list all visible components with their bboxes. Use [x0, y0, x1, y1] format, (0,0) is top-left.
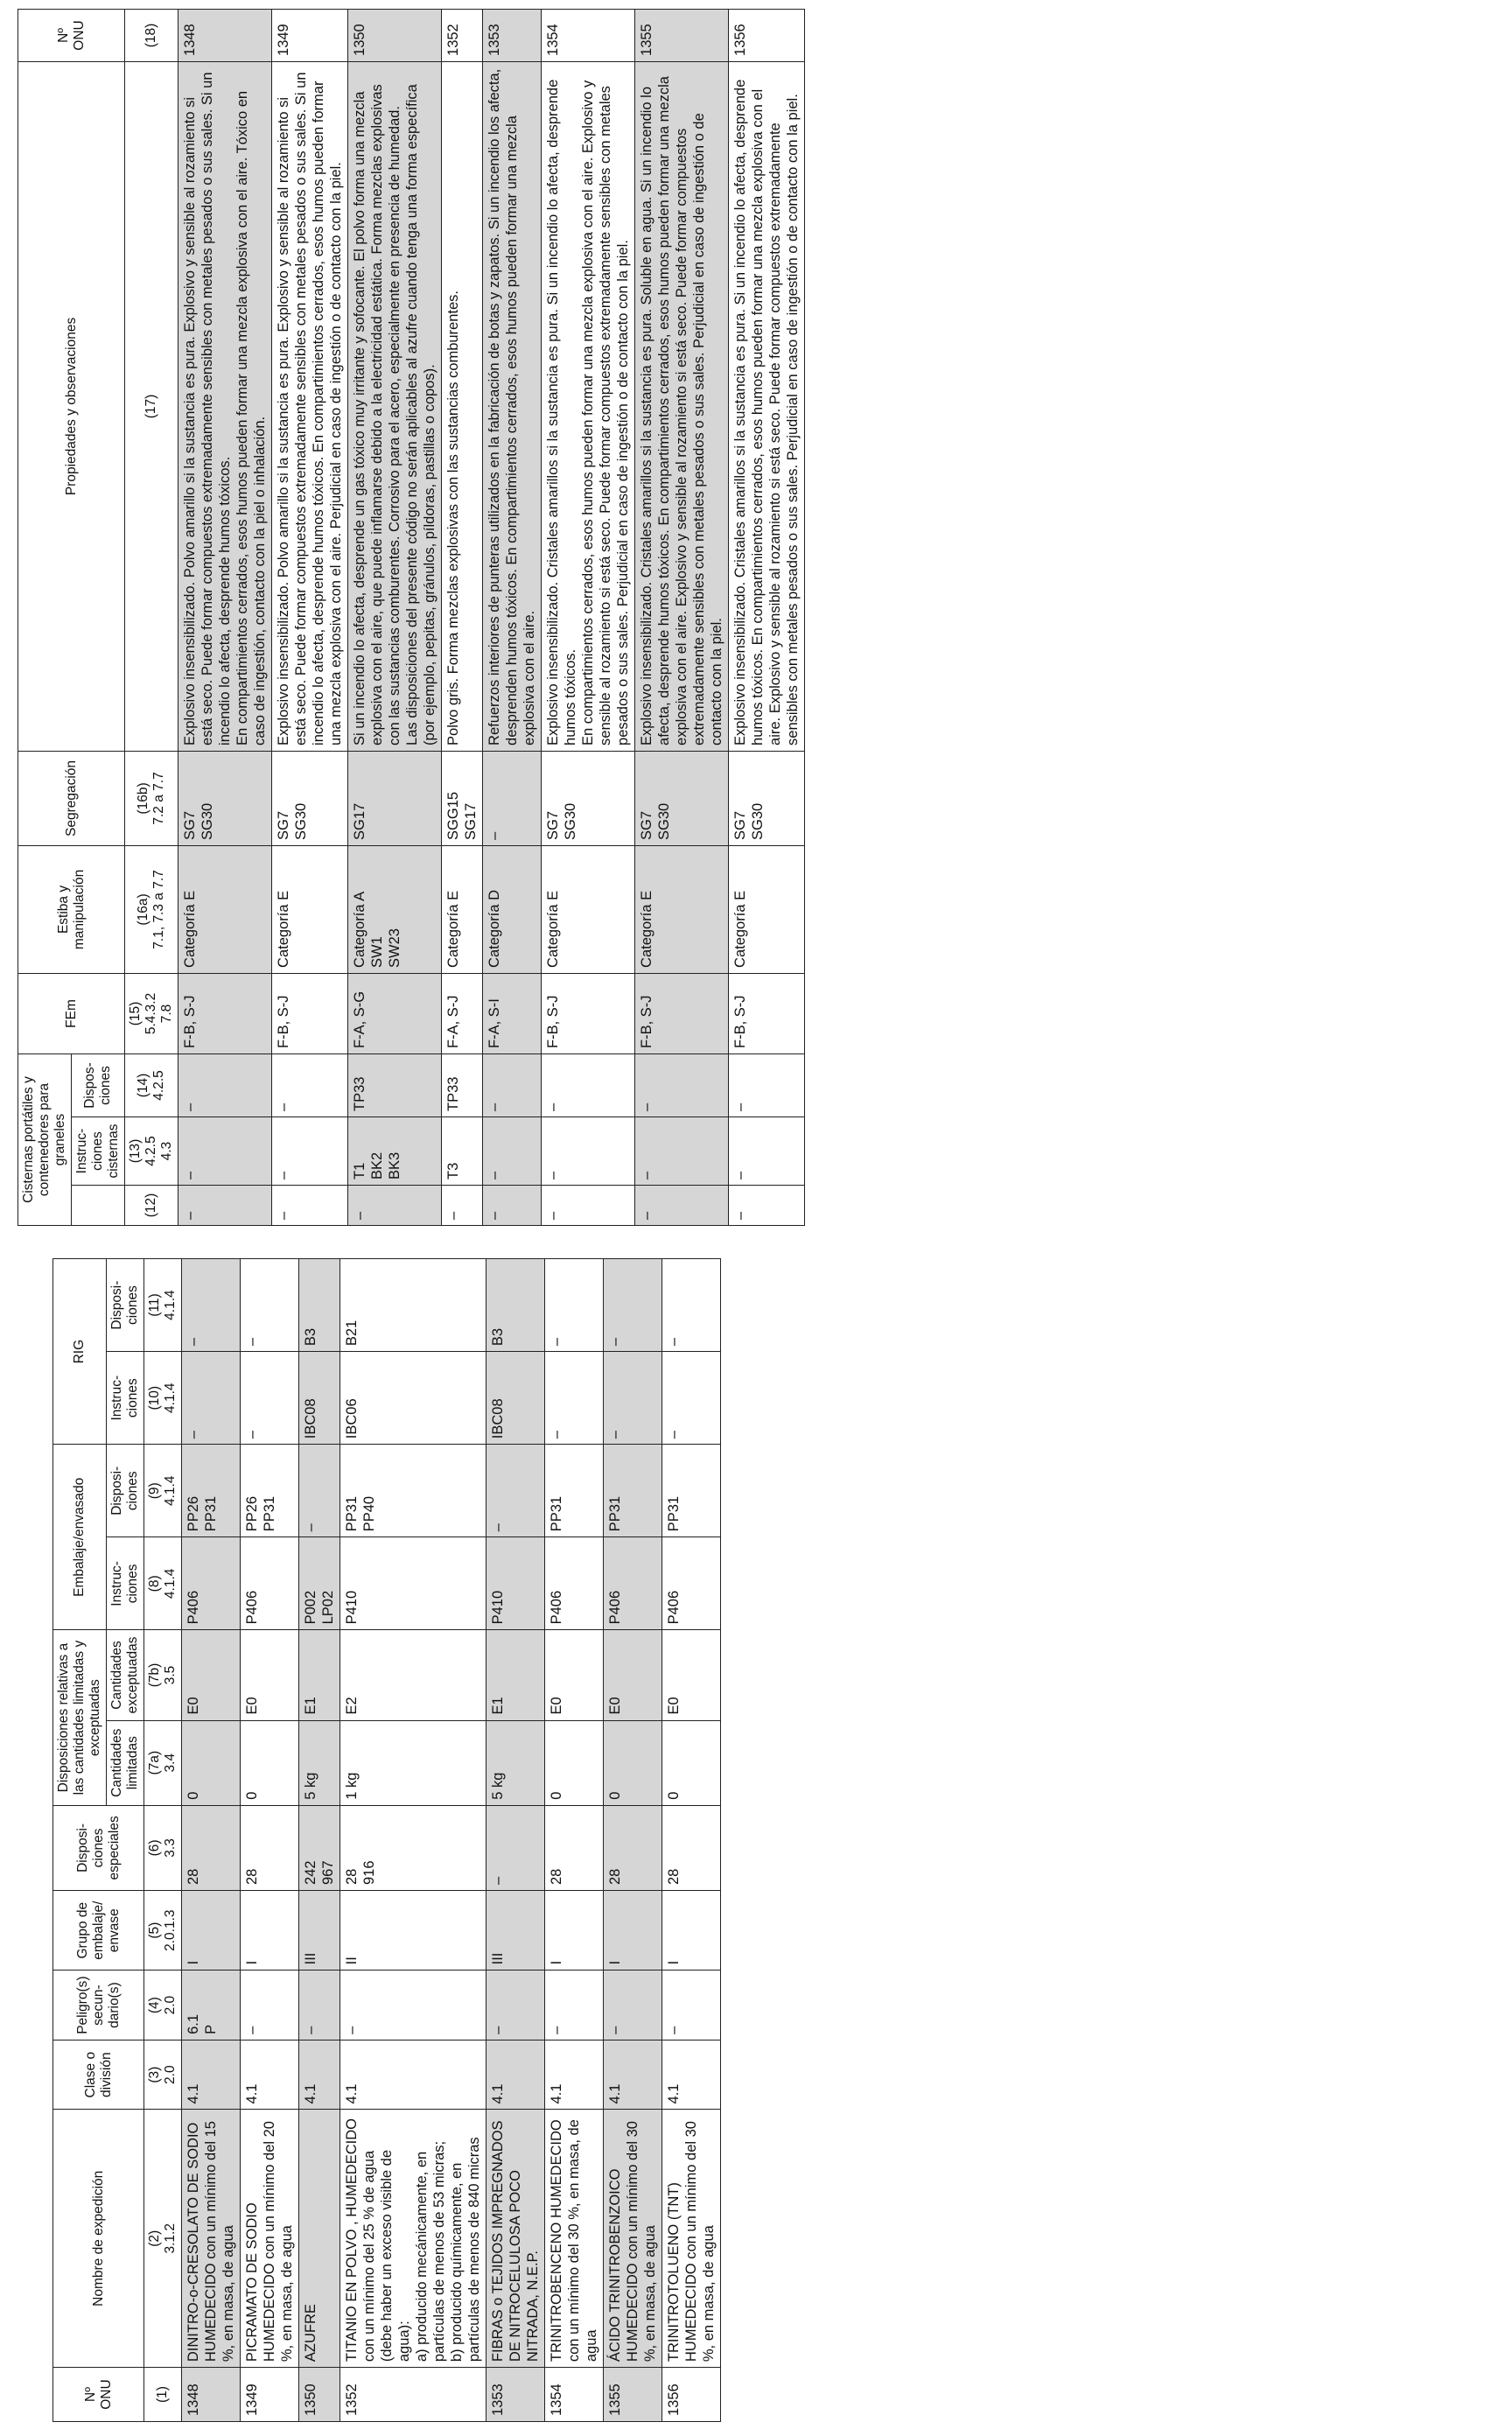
segregation: – [483, 751, 542, 845]
ibc-provision: – [241, 1259, 299, 1352]
tank-provision: – [729, 1054, 805, 1116]
onu-number: 1354 [545, 2368, 604, 2422]
right-row [272, 9, 348, 1225]
stowage: Categoría E [442, 845, 483, 973]
ems: F-A, S-G [348, 973, 442, 1054]
class: 4.1 [182, 2040, 241, 2110]
segregation: SGG15 SG17 [442, 751, 483, 845]
tank-provision: TP33 [442, 1054, 483, 1116]
shipping-name: TITANIO EN POLVO , HUMEDECIDO con un mínimo del 25 % de agua (debe haber un exceso visible de agua): a) producido mecánicamente, en partículas de menos de 53 micras; b) producido químicamente, en partículas de menos de 840 micras [340, 2110, 486, 2368]
properties: Refuerzos interiores de punteras utilizados en la fabricación de botas y zapatos. Si un incendio los afecta, desprenden humos tóxicos. En compartimientos cerrados, esos humos pueden formar una mezcla explosiva con el aire. [483, 61, 542, 751]
hdr-grupo: Grupo de embalaje/ envase [53, 1891, 144, 1970]
packing-provision: – [299, 1445, 340, 1537]
stowage: Categoría E [178, 845, 272, 973]
excepted-qty: E1 [486, 1630, 545, 1720]
properties: Explosivo insensibilizado. Cristales amarillos si la sustancia es pura. Si un incendio lo afecta, desprende humos tóxicos. En compartimientos cerrados, esos humos pueden formar una mezcla explosiva con el aire. Explosivo y sensible al rozamiento si está seco. Puede formar compuestos extremadamente sensibles con metales pesados o sus sales. Perjudicial en caso de ingestión o de contacto con la piel. [729, 61, 805, 751]
special-provisions: – [486, 1805, 545, 1890]
packing-instruction: P410 [340, 1537, 486, 1630]
packing-instruction: P410 [486, 1537, 545, 1630]
limited-qty: 0 [662, 1720, 721, 1805]
onu-number: 1348 [182, 2368, 241, 2422]
colnum: (18) [125, 9, 178, 61]
stowage: Categoría E [729, 845, 805, 973]
hdr-cist-disposiciones: Dispos-ciones [72, 1054, 125, 1116]
limited-qty: 0 [545, 1720, 604, 1805]
colnum: (7a) 3.4 [144, 1720, 182, 1805]
properties: Explosivo insensibilizado. Polvo amarillo si la sustancia es pura. Explosivo y sensible al rozamiento si está seco. Puede formar compuestos extremadamente sensibles con metales pesados o sus sales. Si un incendio lo afecta, desprende humos tóxicos. En compartimientos cerrados, esos humos pueden formar una mezcla explosiva con el aire. Perjudicial en caso de ingestión o de contacto con la piel. [272, 61, 348, 751]
colnum: (2) 3.1.2 [144, 2110, 182, 2368]
tank-col-12: – [272, 1186, 348, 1226]
ems: F-B, S-J [178, 973, 272, 1054]
special-provisions: 28 [545, 1805, 604, 1890]
hdr-cist-blank [72, 1186, 125, 1226]
secondary-hazard: – [486, 1970, 545, 2040]
left-row [241, 1259, 299, 2422]
onu-number-right: 1349 [272, 9, 348, 61]
hdr-cant-exceptuadas: Cantidades exceptuadas [107, 1630, 144, 1720]
right-table [18, 9, 805, 1226]
colnum: (16b) 7.2 a 7.7 [125, 751, 178, 845]
colnum: (8) 4.1.4 [144, 1537, 182, 1630]
colnum: (5) 2.0.1.3 [144, 1891, 182, 1970]
properties: Explosivo insensibilizado. Cristales amarillos si la sustancia es pura. Soluble en agua. Si un incendio lo afecta, desprende humos tóxicos. En compartimientos cerrados, esos humos pueden formar una mezcla explosiva con el aire. Explosivo y sensible al rozamiento si está seco. Puede formar compuestos extremadamente sensibles con metales pesados o sus sales. Perjudicial en caso de ingestión o de contacto con la piel. [635, 61, 729, 751]
colnum: (9) 4.1.4 [144, 1445, 182, 1537]
hdr-propiedades: Propiedades y observaciones [18, 61, 125, 751]
ems: F-B, S-J [542, 973, 635, 1054]
ibc-instruction: IBC08 [486, 1352, 545, 1445]
special-provisions: 242 967 [299, 1805, 340, 1890]
hdr-cist-instrucciones: Instruc-ciones cisternas [72, 1117, 125, 1186]
hdr-clase: Clase o división [53, 2040, 144, 2110]
onu-number: 1352 [340, 2368, 486, 2422]
onu-number-right: 1348 [178, 9, 272, 61]
packing-group: I [545, 1891, 604, 1970]
ibc-instruction: – [241, 1352, 299, 1445]
stowage: Categoría E [272, 845, 348, 973]
packing-provision: PP31 [604, 1445, 662, 1537]
secondary-hazard: 6.1 P [182, 1970, 241, 2040]
ibc-provision: – [604, 1259, 662, 1352]
stowage: Categoría E [542, 845, 635, 973]
packing-group: III [299, 1891, 340, 1970]
packing-instruction: P406 [241, 1537, 299, 1630]
limited-qty: 0 [182, 1720, 241, 1805]
limited-qty: 0 [241, 1720, 299, 1805]
class: 4.1 [241, 2040, 299, 2110]
packing-group: II [340, 1891, 486, 1970]
secondary-hazard: – [241, 1970, 299, 2040]
ibc-instruction: – [604, 1352, 662, 1445]
ibc-provision: B21 [340, 1259, 486, 1352]
left-row [545, 1259, 604, 2422]
packing-instruction: P406 [182, 1537, 241, 1630]
right-row [442, 9, 483, 1225]
shipping-name: TRINITROBENCENO HUMEDECIDO con un mínimo del 30 %, en masa, de agua [545, 2110, 604, 2368]
segregation: SG7 SG30 [178, 751, 272, 845]
colnum: (14) 4.2.5 [125, 1054, 178, 1116]
special-provisions: 28 [604, 1805, 662, 1890]
tank-provision: – [542, 1054, 635, 1116]
colnum: (4) 2.0 [144, 1970, 182, 2040]
tank-provision: – [272, 1054, 348, 1116]
hdr-onu: Nº ONU [53, 2368, 144, 2422]
onu-number: 1355 [604, 2368, 662, 2422]
onu-number-right: 1350 [348, 9, 442, 61]
ems: F-A, S-J [442, 973, 483, 1054]
ibc-provision: B3 [299, 1259, 340, 1352]
right-row [348, 9, 442, 1225]
hdr-cant-limitadas: Cantidades limitadas [107, 1720, 144, 1805]
properties: Explosivo insensibilizado. Cristales amarillos si la sustancia es pura. Si un incendio lo afecta, desprende humos tóxicos. En compartimientos cerrados, esos humos pueden formar una mezcla explosiva con el aire. Explosivo y sensible al rozamiento si está seco. Puede formar compuestos extremadamente sensibles con metales pesados o sus sales. Perjudicial en caso de ingestión o de contacto con la piel. [542, 61, 635, 751]
tank-col-12: – [729, 1186, 805, 1226]
packing-instruction: P002 LP02 [299, 1537, 340, 1630]
stowage: Categoría E [635, 845, 729, 973]
hdr-emb-disposiciones: Disposi-ciones [107, 1445, 144, 1537]
tank-provision: – [178, 1054, 272, 1116]
segregation: SG17 [348, 751, 442, 845]
excepted-qty: E0 [241, 1630, 299, 1720]
ems: F-B, S-J [635, 973, 729, 1054]
class: 4.1 [486, 2040, 545, 2110]
tank-instruction: T1 BK2 BK3 [348, 1117, 442, 1186]
right-row [483, 9, 542, 1225]
onu-number-right: 1354 [542, 9, 635, 61]
hdr-disp-relativas: Disposiciones relativas a las cantidades limitadas y exceptuadas [53, 1630, 107, 1805]
left-row [604, 1259, 662, 2422]
ibc-instruction: IBC08 [299, 1352, 340, 1445]
special-provisions: 28 916 [340, 1805, 486, 1890]
packing-provision: PP31 PP40 [340, 1445, 486, 1537]
packing-provision: PP26 PP31 [182, 1445, 241, 1537]
right-row [729, 9, 805, 1225]
shipping-name: DINITRO-o-CRESOLATO DE SODIO HUMEDECIDO con un mínimo del 15 %, en masa, de agua [182, 2110, 241, 2368]
segregation: SG7 SG30 [635, 751, 729, 845]
tank-col-12: – [635, 1186, 729, 1226]
hdr-rig-disposiciones: Disposi-ciones [107, 1259, 144, 1352]
hdr-disp-especiales: Disposi-ciones especiales [53, 1805, 144, 1890]
secondary-hazard: – [299, 1970, 340, 2040]
shipping-name: TRINITROTOLUENO (TNT) HUMEDECIDO con un mínimo del 30 %, en masa, de agua [662, 2110, 721, 2368]
limited-qty: 5 kg [486, 1720, 545, 1805]
colnum: (15) 5.4.3.2 7.8 [125, 973, 178, 1054]
excepted-qty: E1 [299, 1630, 340, 1720]
colnum: (13) 4.2.5 4.3 [125, 1117, 178, 1186]
packing-group: I [241, 1891, 299, 1970]
tank-col-12: – [442, 1186, 483, 1226]
hdr-peligro: Peligro(s) secun-dario(s) [53, 1970, 144, 2040]
ibc-provision: B3 [486, 1259, 545, 1352]
special-provisions: 28 [662, 1805, 721, 1890]
excepted-qty: E0 [662, 1630, 721, 1720]
ems: F-B, S-J [729, 973, 805, 1054]
tank-instruction: – [729, 1117, 805, 1186]
tank-col-12: – [483, 1186, 542, 1226]
tank-instruction: – [483, 1117, 542, 1186]
right-header-row-1 [18, 9, 72, 1225]
excepted-qty: E2 [340, 1630, 486, 1720]
tank-provision: TP33 [348, 1054, 442, 1116]
class: 4.1 [662, 2040, 721, 2110]
packing-instruction: P406 [604, 1537, 662, 1630]
hdr-estiba: Estiba y manipulación [18, 845, 125, 973]
limited-qty: 1 kg [340, 1720, 486, 1805]
left-header-row-1 [53, 1259, 107, 2422]
segregation: SG7 SG30 [272, 751, 348, 845]
ibc-instruction: – [545, 1352, 604, 1445]
left-table [52, 1258, 721, 2422]
secondary-hazard: – [604, 1970, 662, 2040]
tank-instruction: – [635, 1117, 729, 1186]
packing-group: I [662, 1891, 721, 1970]
colnum: (17) [125, 61, 178, 751]
hdr-segregacion: Segregación [18, 751, 125, 845]
left-row [182, 1259, 241, 2422]
right-table-body [178, 9, 805, 1225]
left-row [340, 1259, 486, 2422]
hdr-emb-instrucciones: Instruc-ciones [107, 1537, 144, 1630]
ibc-provision: – [662, 1259, 721, 1352]
shipping-name: ÁCIDO TRINITROBENZOICO HUMEDECIDO con un mínimo del 30 %, en masa, de agua [604, 2110, 662, 2368]
secondary-hazard: – [340, 1970, 486, 2040]
colnum: (6) 3.3 [144, 1805, 182, 1890]
colnum: (7b) 3.5 [144, 1630, 182, 1720]
limited-qty: 5 kg [299, 1720, 340, 1805]
tank-instruction: – [178, 1117, 272, 1186]
right-row [178, 9, 272, 1225]
onu-number-right: 1353 [483, 9, 542, 61]
left-table-body [182, 1259, 721, 2422]
tank-instruction: – [272, 1117, 348, 1186]
tank-col-12: – [178, 1186, 272, 1226]
onu-number-right: 1355 [635, 9, 729, 61]
hdr-onu-right: Nº ONU [18, 9, 125, 61]
properties: Explosivo insensibilizado. Polvo amarillo si la sustancia es pura. Explosivo y sensible al rozamiento si está seco. Puede formar compuestos extremadamente sensibles con metales pesados o sus sales. Si un incendio lo afecta, desprende humos tóxicos. En compartimientos cerrados, esos humos pueden formar una mezcla explosiva con el aire. Tóxico en caso de ingestión, contacto con la piel o inhalación. [178, 61, 272, 751]
hdr-name: Nombre de expedición [53, 2110, 144, 2368]
class: 4.1 [604, 2040, 662, 2110]
tank-col-12: – [348, 1186, 442, 1226]
packing-group: III [486, 1891, 545, 1970]
special-provisions: 28 [241, 1805, 299, 1890]
limited-qty: 0 [604, 1720, 662, 1805]
right-row [635, 9, 729, 1225]
colnum: (16a) 7.1, 7.3 a 7.7 [125, 845, 178, 973]
properties: Polvo gris. Forma mezclas explosivas con las sustancias comburentes. [442, 61, 483, 751]
ems: F-A, S-I [483, 973, 542, 1054]
stowage: Categoría D [483, 845, 542, 973]
special-provisions: 28 [182, 1805, 241, 1890]
ibc-instruction: – [182, 1352, 241, 1445]
class: 4.1 [340, 2040, 486, 2110]
shipping-name: FIBRAS o TEJIDOS IMPREGNADOS DE NITROCELULOSA POCO NITRADA, N.E.P. [486, 2110, 545, 2368]
hdr-rig: RIG [53, 1259, 107, 1445]
colnum: (11) 4.1.4 [144, 1259, 182, 1352]
packing-group: I [604, 1891, 662, 1970]
packing-group: I [182, 1891, 241, 1970]
excepted-qty: E0 [545, 1630, 604, 1720]
tank-instruction: T3 [442, 1117, 483, 1186]
segregation: SG7 SG30 [729, 751, 805, 845]
ibc-provision: – [182, 1259, 241, 1352]
colnum: (1) [144, 2368, 182, 2422]
right-row [542, 9, 635, 1225]
onu-number-right: 1356 [729, 9, 805, 61]
hdr-cisternas: Cisternas portátiles y contenedores para graneles [18, 1054, 72, 1225]
packing-provision: PP31 [662, 1445, 721, 1537]
properties: Si un incendio lo afecta, desprende un gas tóxico muy irritante y sofocante. El polvo forma una mezcla explosiva con el aire, que puede inflamarse debido a la electricidad estática. Forma mezclas explosivas con las sustancias comburentes. Corrosivo para el acero, especialmente en presencia de humedad. Las disposiciones del presente código no serán aplicables al azufre cuando tenga una forma específica (por ejemplo, pepitas, gránulos, píldoras, pastillas o copos). [348, 61, 442, 751]
packing-provision: – [486, 1445, 545, 1537]
colnum: (3) 2.0 [144, 2040, 182, 2110]
hdr-fem: FEm [18, 973, 125, 1054]
onu-number: 1349 [241, 2368, 299, 2422]
left-colnum-row [144, 1259, 182, 2422]
onu-number: 1350 [299, 2368, 340, 2422]
packing-provision: PP31 [545, 1445, 604, 1537]
ems: F-B, S-J [272, 973, 348, 1054]
ibc-provision: – [545, 1259, 604, 1352]
secondary-hazard: – [545, 1970, 604, 2040]
packing-provision: PP26 PP31 [241, 1445, 299, 1537]
tank-col-12: – [542, 1186, 635, 1226]
shipping-name: AZUFRE [299, 2110, 340, 2368]
class: 4.1 [299, 2040, 340, 2110]
onu-number: 1353 [486, 2368, 545, 2422]
colnum: (12) [125, 1186, 178, 1226]
onu-number: 1356 [662, 2368, 721, 2422]
shipping-name: PICRAMATO DE SODIO HUMEDECIDO con un mínimo del 20 %, en masa, de agua [241, 2110, 299, 2368]
segregation: SG7 SG30 [542, 751, 635, 845]
secondary-hazard: – [662, 1970, 721, 2040]
ibc-instruction: IBC06 [340, 1352, 486, 1445]
left-row [662, 1259, 721, 2422]
right-colnum-row [125, 9, 178, 1225]
left-row [486, 1259, 545, 2422]
ibc-instruction: – [662, 1352, 721, 1445]
excepted-qty: E0 [182, 1630, 241, 1720]
left-row [299, 1259, 340, 2422]
hdr-embalaje: Embalaje/envasado [53, 1445, 107, 1630]
tank-provision: – [483, 1054, 542, 1116]
onu-number-right: 1352 [442, 9, 483, 61]
colnum: (10) 4.1.4 [144, 1352, 182, 1445]
packing-instruction: P406 [545, 1537, 604, 1630]
class: 4.1 [545, 2040, 604, 2110]
packing-instruction: P406 [662, 1537, 721, 1630]
tank-provision: – [635, 1054, 729, 1116]
excepted-qty: E0 [604, 1630, 662, 1720]
stowage: Categoría A SW1 SW23 [348, 845, 442, 973]
tank-instruction: – [542, 1117, 635, 1186]
hdr-rig-instrucciones: Instruc-ciones [107, 1352, 144, 1445]
